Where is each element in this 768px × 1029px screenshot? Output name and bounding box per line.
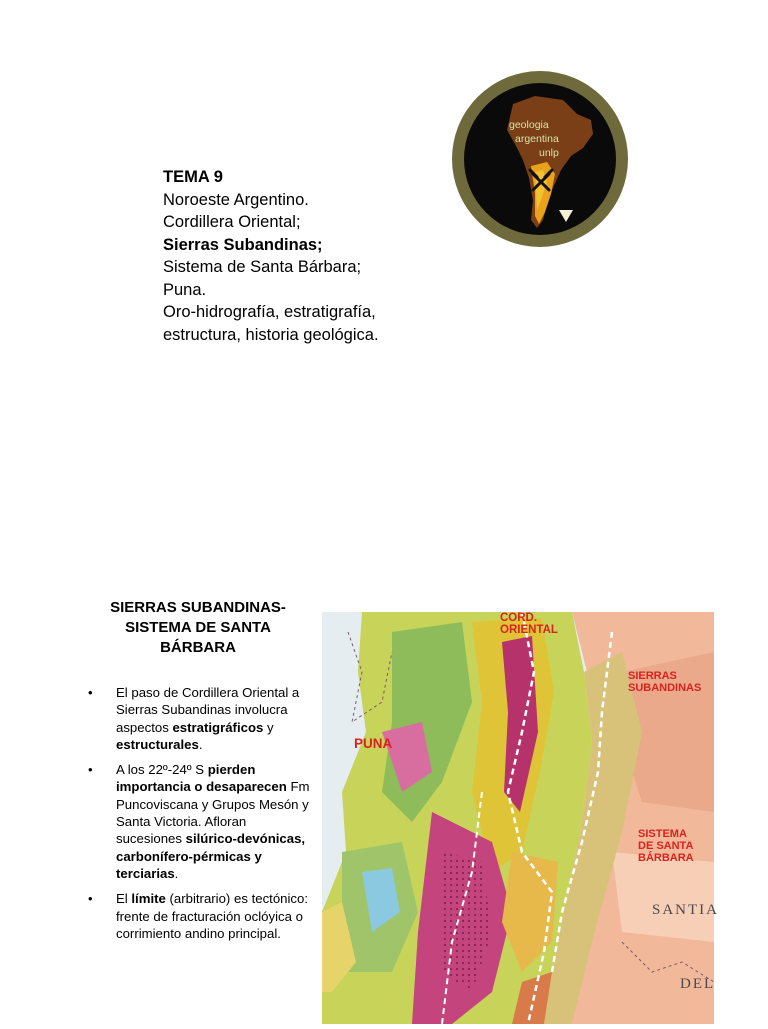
map-label-line: DE SANTA bbox=[638, 840, 694, 852]
topic-number: TEMA 9 bbox=[163, 168, 223, 186]
logo-text-1: geologia bbox=[509, 119, 549, 131]
slide-title-line: SISTEMA DE SANTA bbox=[125, 619, 271, 636]
map-label-line: SISTEMA bbox=[638, 828, 687, 840]
slide-title-line: SIERRAS SUBANDINAS- bbox=[110, 599, 286, 616]
logo-text-3: unlp bbox=[539, 147, 559, 159]
bullet-bold: estructurales bbox=[116, 736, 199, 752]
bullet-bold: pierden importancia o desaparecen bbox=[116, 762, 287, 795]
topic-line-bold: Sierras Subandinas; bbox=[163, 235, 323, 254]
slide-title bbox=[92, 598, 304, 658]
map-label-line: BÁRBARA bbox=[638, 852, 694, 864]
bullet-text: (arbitrario) es tectónico: frente de fracturación oclóyica o corrimiento andino principal. bbox=[116, 891, 309, 941]
map-label-line: ORIENTAL bbox=[500, 624, 558, 636]
map-label-line: CORD. bbox=[500, 612, 538, 624]
map-place-santia: SANTIA bbox=[652, 902, 719, 918]
map-label-line: SUBANDINAS bbox=[628, 682, 702, 694]
topic-block bbox=[163, 166, 379, 346]
bullet-text: . bbox=[174, 865, 179, 881]
map-place-del: DEL bbox=[680, 976, 716, 992]
bullet-text: Fm Puncoviscana y Grupos Mesón y Santa Victoria. Afloran sucesiones bbox=[116, 779, 310, 847]
map-label-line: SIERRAS bbox=[628, 670, 677, 682]
topic-line: Cordillera Oriental; bbox=[163, 213, 301, 231]
bullet-bold: límite bbox=[131, 891, 166, 907]
bullet-text: El paso de Cordillera Oriental a Sierras Subandinas involucra aspectos bbox=[116, 685, 300, 735]
bullet-bold: silúrico-devónicas, carbonífero-pérmicas y terciarias bbox=[116, 831, 306, 881]
topic-line: Noroeste Argentino. bbox=[163, 190, 309, 209]
bullet-text: El bbox=[116, 891, 132, 907]
logo-text-2: argentina bbox=[515, 133, 559, 145]
bullet-item bbox=[88, 761, 314, 882]
bullet-list bbox=[88, 684, 314, 950]
map-label-cord-oriental bbox=[500, 612, 558, 636]
geologia-argentina-unlp-logo bbox=[451, 70, 629, 248]
topic-line: Sistema de Santa Bárbara; bbox=[163, 258, 362, 276]
bullet-item bbox=[88, 684, 314, 753]
map-label-sistema-santa-barbara bbox=[638, 828, 694, 864]
bullet-text: y bbox=[263, 719, 274, 735]
slide-title-line: BÁRBARA bbox=[160, 639, 236, 656]
topic-line: estructura, historia geológica. bbox=[163, 325, 379, 344]
topic-line: Oro-hidrografía, estratigrafía, bbox=[163, 303, 376, 321]
bullet-bold: estratigráficos bbox=[172, 719, 264, 735]
geological-map bbox=[322, 612, 719, 1024]
bullet-text: A los 22º-24º S bbox=[116, 762, 208, 778]
bullet-text: . bbox=[198, 736, 203, 752]
map-label-puna: PUNA bbox=[354, 736, 393, 751]
topic-line: Puna. bbox=[163, 280, 207, 299]
bullet-item bbox=[88, 890, 314, 942]
map-label-sierras-subandinas bbox=[628, 670, 701, 694]
